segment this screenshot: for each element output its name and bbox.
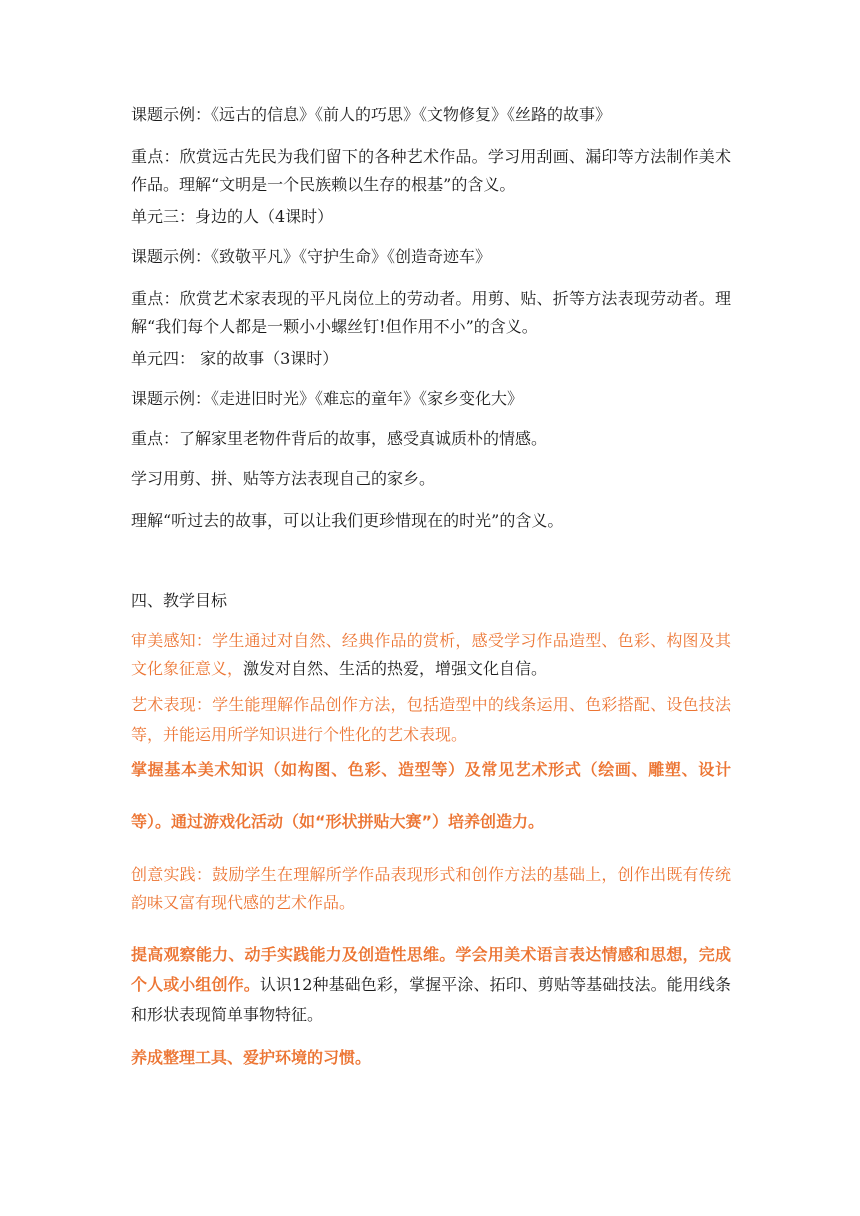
art-expression xyxy=(131,690,731,750)
creative-practice-bold xyxy=(131,940,731,1030)
art-expression-bold xyxy=(131,744,731,848)
unit4-examples: 课题示例：《走进旧时光》《难忘的童年》《家乡变化大》 xyxy=(131,389,524,408)
unit3-examples: 课题示例：《致敬平凡》《守护生命》《创造奇迹车》 xyxy=(131,247,492,266)
art-expression-text: 艺术表现：学生能理解作品创作方法，包括造型中的线条运用、色彩搭配、设色技法等，并能运用所学知识进行个性化的艺术表现。 xyxy=(131,695,731,744)
unit3-title: 单元三：身边的人（4课时） xyxy=(131,207,334,226)
creative-practice-tail: 认识12种基础色彩，掌握平涂、拓印、剪贴等基础技法。能用线条和形状表现简单事物特征。 xyxy=(131,975,731,1024)
creative-practice-bold-text: 提高观察能力、动手实践能力及创造性思维。学会用美术语言表达情感和思想，完成个人或小组创作。 xyxy=(131,945,731,994)
aesthetic-perception-tail: 激发对自然、生活的热爱，增强文化自信。 xyxy=(243,659,548,678)
unit4-meaning: 理解“听过去的故事，可以让我们更珍惜现在的时光”的含义。 xyxy=(131,511,564,530)
unit4-focus: 重点：了解家里老物件背后的故事，感受真诚质朴的情感。 xyxy=(131,429,548,448)
unit4-method: 学习用剪、拼、贴等方法表现自己的家乡。 xyxy=(131,469,436,488)
aesthetic-perception xyxy=(131,627,731,683)
unit3-focus: 重点：欣赏艺术家表现的平凡岗位上的劳动者。用剪、贴、折等方法表现劳动者。理解“我们每个人都是一颗小小螺丝钉!但作用不小”的含义。 xyxy=(131,289,731,336)
creative-practice-text: 创意实践：鼓励学生在理解所学作品表现形式和创作方法的基础上，创作出既有传统韵味又富有现代感的艺术作品。 xyxy=(131,865,731,912)
section4-heading: 四、教学目标 xyxy=(131,591,228,610)
art-expression-bold-text: 掌握基本美术知识（如构图、色彩、造型等）及常见艺术形式（绘画、雕塑、设计等）。通过游戏化活动（如“形状拼贴大赛”）培养创造力。 xyxy=(131,760,731,831)
unit4-title: 单元四： 家的故事（3课时） xyxy=(131,349,339,368)
aesthetic-perception-text: 审美感知：学生通过对自然、经典作品的赏析，感受学习作品造型、色彩、构图及其文化象征意义， xyxy=(131,631,731,678)
habit xyxy=(131,1044,731,1072)
creative-practice xyxy=(131,861,731,917)
unit2-focus: 重点：欣赏远古先民为我们留下的各种艺术作品。学习用刮画、漏印等方法制作美术作品。理解“文明是一个民族赖以生存的根基”的含义。 xyxy=(131,147,731,194)
habit-text: 养成整理工具、爱护环境的习惯。 xyxy=(131,1048,372,1067)
unit2-examples: 课题示例：《远古的信息》《前人的巧思》《文物修复》《丝路的故事》 xyxy=(131,105,612,124)
